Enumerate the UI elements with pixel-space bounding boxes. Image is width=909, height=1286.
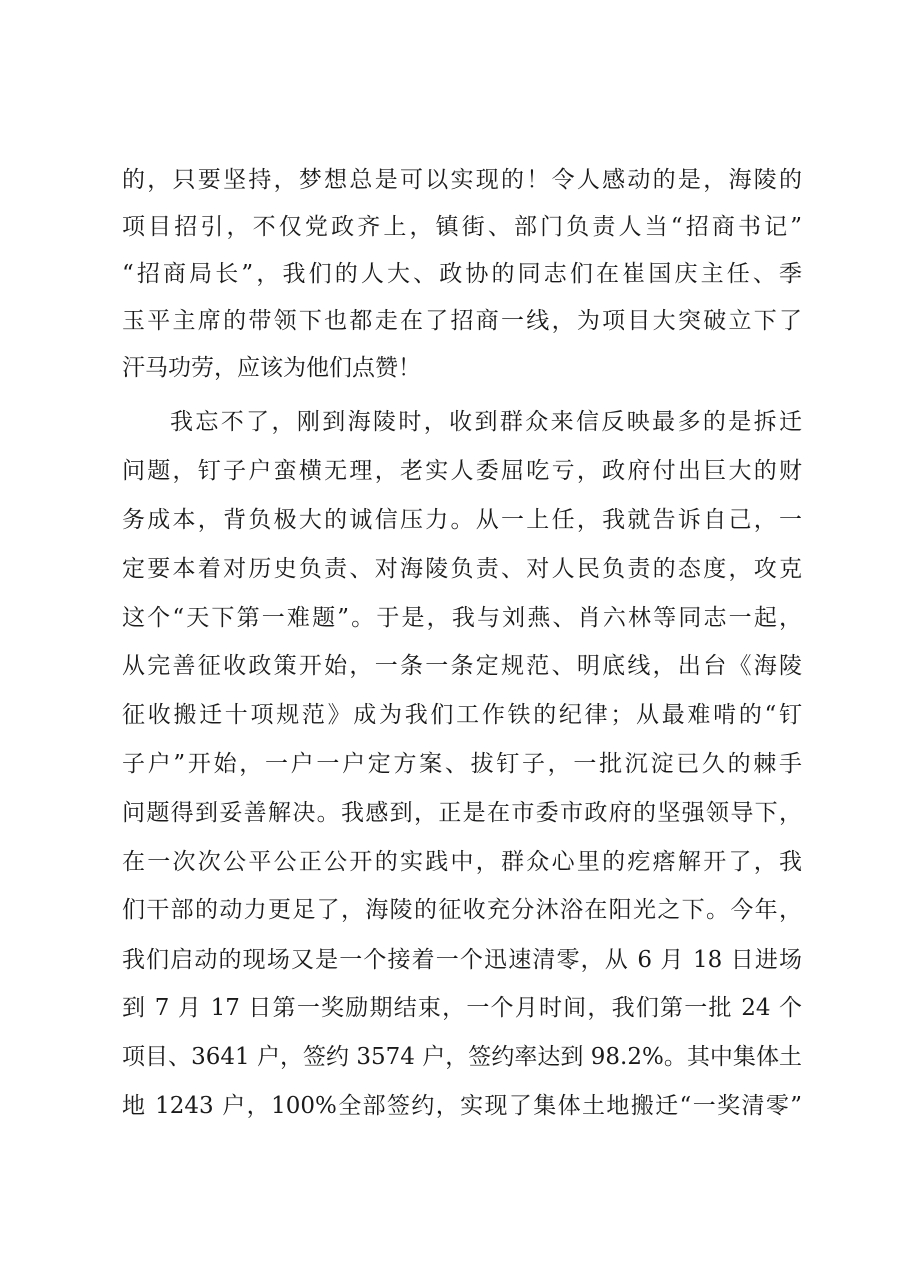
text-line: 项目、3641 户，签约 3574 户，签约率达到 98.2%。其中集体土: [122, 1044, 802, 1070]
text-line: 们干部的动力更足了，海陵的征收充分沐浴在阳光之下。今年，: [122, 897, 802, 923]
text-line: 地 1243 户，100%全部签约，实现了集体土地搬迁“一奖清零”: [122, 1093, 802, 1119]
text-line: 定要本着对历史负责、对海陵负责、对人民负责的态度，攻克: [122, 556, 802, 582]
text-line: 项目招引，不仅党政齐上，镇街、部门负责人当“招商书记”: [122, 214, 802, 240]
text-line: 玉平主席的带领下也都走在了招商一线，为项目大突破立下了: [122, 308, 802, 334]
text-line: 问题，钉子户蛮横无理，老实人委屈吃亏，政府付出巨大的财: [122, 458, 802, 484]
text-line: 这个“天下第一难题”。于是，我与刘燕、肖六林等同志一起，: [122, 605, 802, 631]
text-line: 的，只要坚持，梦想总是可以实现的！令人感动的是，海陵的: [122, 167, 802, 193]
text-line: 汗马功劳，应该为他们点赞！: [122, 355, 421, 381]
text-line: 到 7 月 17 日第一奖励期结束，一个月时间，我们第一批 24 个: [122, 995, 802, 1021]
text-line: 子户”开始，一户一户定方案、拔钉子，一批沉淀已久的棘手: [122, 751, 802, 777]
text-line: 我忘不了，刚到海陵时，收到群众来信反映最多的是拆迁: [170, 409, 802, 435]
text-line: 务成本，背负极大的诚信压力。从一上任，我就告诉自己，一: [122, 507, 802, 533]
text-line: 问题得到妥善解决。我感到，正是在市委市政府的坚强领导下，: [122, 800, 802, 826]
text-line: 征收搬迁十项规范》成为我们工作铁的纪律；从最难啃的“钉: [122, 702, 802, 728]
text-line: 我们启动的现场又是一个接着一个迅速清零，从 6 月 18 日进场: [122, 947, 802, 973]
text-line: “招商局长”，我们的人大、政协的同志们在崔国庆主任、季: [122, 261, 802, 287]
text-line: 从完善征收政策开始，一条一条定规范、明底线，出台《海陵: [122, 653, 802, 679]
text-line: 在一次次公平公正公开的实践中，群众心里的疙瘩解开了，我: [122, 849, 802, 875]
